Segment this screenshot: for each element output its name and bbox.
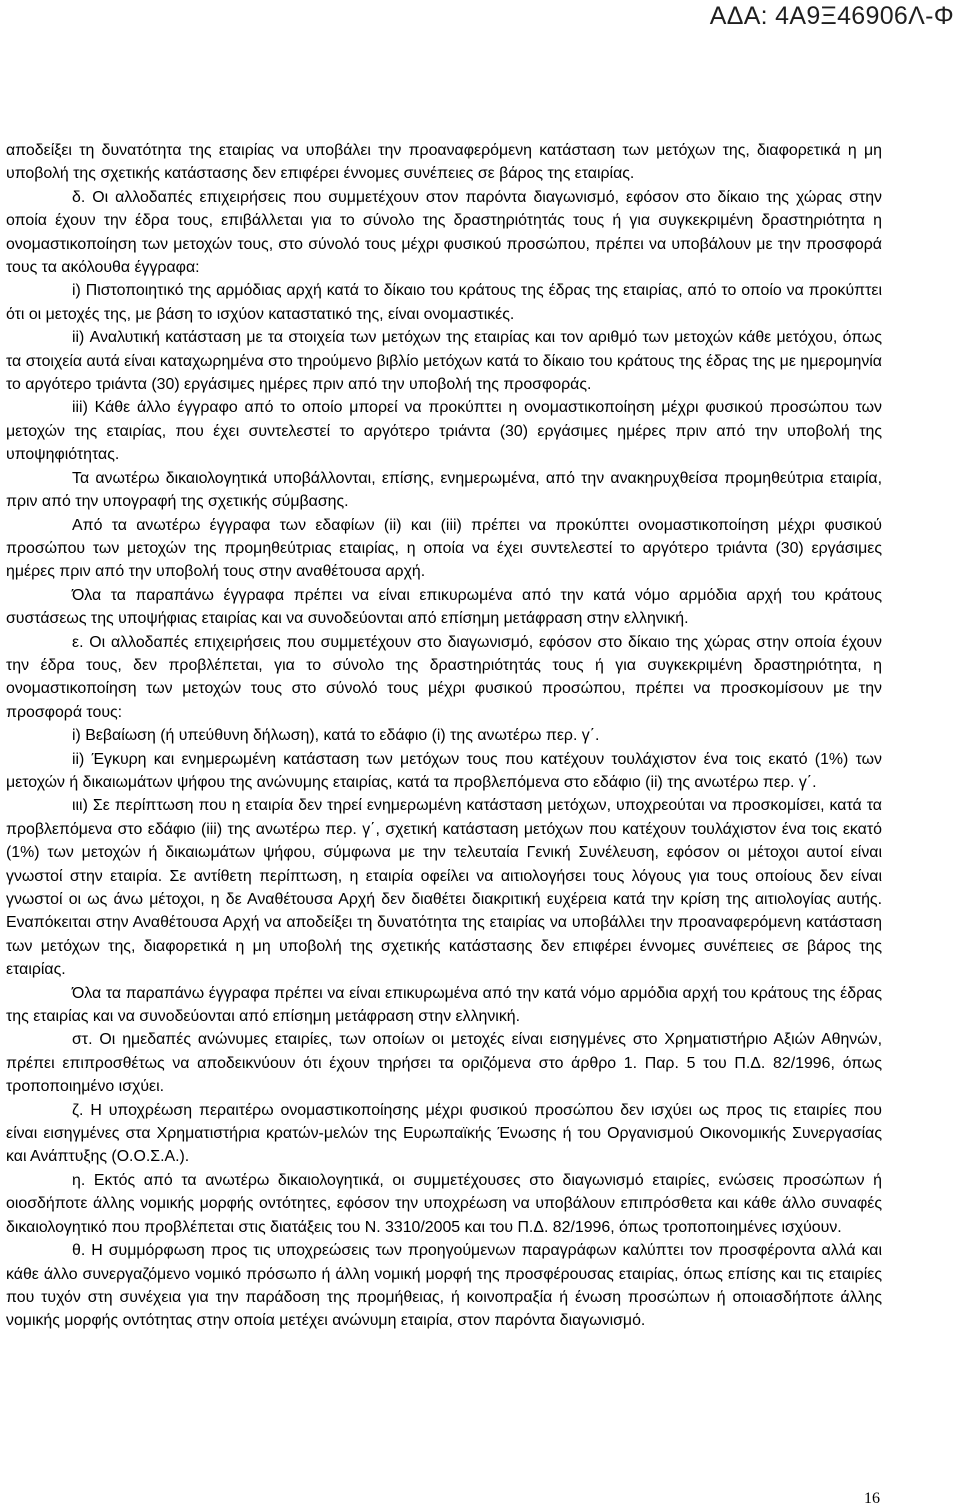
paragraph-supporting-docs: Τα ανωτέρω δικαιολογητικά υποβάλλονται, επίσης, ενημερωμένα, από την ανακηρυχθείσα προμηθεύτρια εταιρία, πριν από την υπογραφή της σχετικής σύμβασης. [6, 469, 882, 511]
paragraph-zeta: ζ. Η υποχρέωση περαιτέρω ονομαστικοποίησης μέχρι φυσικού προσώπου δεν ισχύει ως προς τις εταιρίες που είναι εισηγμένες στα Χρηματιστήρια κρατών-μελών της Ευρωπαϊκής Ένωσης ή του Οργανισμού Οικονομικής Συνεργασίας και Ανάπτυξης (Ο.Ο.Σ.Α.). [6, 1101, 882, 1166]
page-number: 16 [864, 1490, 880, 1507]
paragraph-1: αποδείξει τη δυνατότητα της εταιρίας να υποβάλει την προαναφερόμενη κατάσταση των μετόχων της, διαφορετικά η μη υποβολή της σχετικής κατάστασης δεν επιφέρει έννομες συνέπειες σε βάρος της εταιρίας. [6, 142, 882, 183]
paragraph-epsilon-i: i) Βεβαίωση (ή υπεύθυνη δήλωση), κατά το εδάφιο (i) της ανωτέρω περ. γ΄. [72, 727, 600, 745]
paragraph-documents-ii-iii: Από τα ανωτέρω έγγραφα των εδαφίων (ii) και (iii) πρέπει να προκύπτει ονομαστικοποίηση μέχρι φυσικού προσώπου των μετοχών της προμηθεύτριας εταιρίας, η οποία να έχει συντελεστεί το αργότερο τριάντα (30) εργάσιμες ημέρες πριν από την υποβολή τους στην αναθέτουσα αρχή. [6, 516, 882, 581]
paragraph-certified-translation: Όλα τα παραπάνω έγγραφα πρέπει να είναι επικυρωμένα από την κατά νόμο αρμόδια αρχή του κράτους συστάσεως της υποψήφιας εταιρίας και να συνοδεύονται από επίσημη μετάφραση στην ελληνική. [6, 586, 882, 628]
paragraph-eta: η. Εκτός από τα ανωτέρω δικαιολογητικά, οι συμμετέχουσες στο διαγωνισμό εταιρίες, ενώσεις προσώπων ή οιοσδήποτε άλλης νομικής μορφής οντότητες, εφόσον την υποχρέωση να υποβάλουν επιπρόσθετα και κάθε άλλο συναφές δικαιολογητικό που προβλέπεται στις διατάξεις του Ν. 3310/2005 και του Π.Δ. 82/1996, όπως τροποποιημένες ισχύουν. [6, 1171, 882, 1236]
paragraph-theta: θ. Η συμμόρφωση προς τις υποχρεώσεις των προηγούμενων παραγράφων καλύπτει τον προσφέροντα αλλά και κάθε άλλο συνεργαζόμενο νομικό πρόσωπο ή άλλη νομική μορφή της προσφέρουσας εταιρίας, όπως επίσης και τις εταιρίες που τυχόν στη συνέχεια για την παράδοση της προμήθειας, ή κοινοπραξία ή ένωση προσώπων ή οποιασδήποτε άλλης νομικής μορφής οντότητας στην οποία μετέχει ανώνυμη εταιρία, στον παρόντα διαγωνισμό. [6, 1242, 882, 1330]
paragraph-epsilon: ε. Οι αλλοδαπές επιχειρήσεις που συμμετέχουν στο διαγωνισμό, εφόσον στο δίκαιο της χώρας στην οποία έχουν την έδρα τους, δεν προβλέπεται, για το σύνολο της δραστηριότητάς τους ή για συγκεκριμένη δραστηριότητα, η ονομαστικοποίηση των μετοχών τους στο σύνολό τους μέχρι φυσικού προσώπου, πρέπει να προσκομίσουν με την προσφορά τους: [6, 633, 882, 721]
paragraph-delta-ii: ii) Αναλυτική κατάσταση με τα στοιχεία των μετόχων της εταιρίας και τον αριθμό των μετοχών κάθε μετόχου, όπως τα στοιχεία αυτά είναι καταχωρημένα στο τηρούμενο βιβλίο μετόχων κατά το δίκαιο του κράτους της έδρας της με ημερομηνία το αργότερο τριάντα (30) εργάσιμες ημέρες πριν από την υποβολή της προσφοράς. [6, 329, 882, 394]
paragraph-delta-i: i) Πιστοποιητικό της αρμόδιας αρχή κατά το δίκαιο του κράτους της έδρας της εταιρίας, από το οποίο να προκύπτει ότι οι μετοχές της, με βάση το ισχύον καταστατικό της, είναι ονομαστικές. [6, 282, 882, 323]
paragraph-delta: δ. Οι αλλοδαπές επιχειρήσεις που συμμετέχουν στον παρόντα διαγωνισμό, εφόσον στο δίκαιο της χώρας στην οποία έχουν την έδρα τους, επιβάλλεται για το σύνολο της δραστηριότητάς τους ή για συγκεκριμένη δραστηριότητα η ονομαστικοποίηση των μετοχών τους, στο σύνολό τους μέχρι φυσικού προσώπου, πρέπει να υποβάλουν με την προσφορά τους τα ακόλουθα έγγραφα: [6, 188, 882, 277]
paragraph-st: στ. Οι ημεδαπές ανώνυμες εταιρίες, των οποίων οι μετοχές είναι εισηγμένες στο Χρηματιστήριο Αξιών Αθηνών, πρέπει επιπροσθέτως να αποδεικνύουν ότι έχουν τηρήσει τα οριζόμενα στο άρθρο 1. Παρ. 5 του Π.Δ. 82/1996, όπως τροποποιημένο ισχύει. [6, 1031, 882, 1096]
paragraph-epsilon-iii: ιιι) Σε περίπτωση που η εταιρία δεν τηρεί ενημερωμένη κατάσταση μετόχων, υποχρεούται να προσκομίσει, κατά τα προβλεπόμενα στο εδάφιο (iii) της ανωτέρω περ. γ΄, σχετική κατάσταση μετόχων που κατέχουν τουλάχιστον ένα τοις εκατό (1%) των μετοχών ή δικαιωμάτων ψήφου, σύμφωνα με την τελευταία Γενική Συνέλευση, εφόσον οι μέτοχοι αυτοί είναι γνωστοί στην εταιρία. Σε αντίθετη περίπτωση, η εταιρία οφείλει να αιτιολογήσει τους λόγους για τους οποίους δεν είναι γνωστοί οι ως άνω μέτοχοι, η δε Αναθέτουσα Αρχή δεν διαθέτει διακριτική ευχέρεια κατά την κρίση της αιτιολογίας αυτής. Εναπόκειται στην Αναθέτουσα Αρχή να αποδείξει τη δυνατότητα της εταιρίας να υποβάλλει την προαναφερόμενη κατάσταση των μετόχων της, διαφορετικά η μη υποβολή της σχετικής κατάστασης δεν επιφέρει έννομες συνέπειες σε βάρος της εταιρίας. [6, 797, 882, 979]
paragraph-certified-translation-2: Όλα τα παραπάνω έγγραφα πρέπει να είναι επικυρωμένα από την κατά νόμο αρμόδια αρχή του κράτους της έδρας της εταιρίας και να συνοδεύονται από επίσημη μετάφραση στην ελληνική. [6, 984, 882, 1026]
document-body [6, 139, 882, 1333]
paragraph-delta-iii: iii) Κάθε άλλο έγγραφο από το οποίο μπορεί να προκύπτει η ονομαστικοποίηση μέχρι φυσικού προσώπου των μετοχών της εταιρίας, που έχει συντελεστεί το αργότερο τριάντα (30) εργάσιμες ημέρες πριν από την υποβολή της υποψηφιότητας. [6, 399, 882, 464]
paragraph-epsilon-ii: ii) Έγκυρη και ενημερωμένη κατάσταση των μετόχων τους που κατέχουν τουλάχιστον ένα τοις εκατό (1%) των μετοχών ή δικαιωμάτων ψήφου της ανώνυμης εταιρίας, κατά τα προβλεπόμενα στο εδάφιο (ii) της ανωτέρω περ. γ΄. [6, 750, 882, 791]
ada-identifier: ΑΔΑ: 4Α9Ξ46906Λ-Φ [709, 2, 954, 30]
